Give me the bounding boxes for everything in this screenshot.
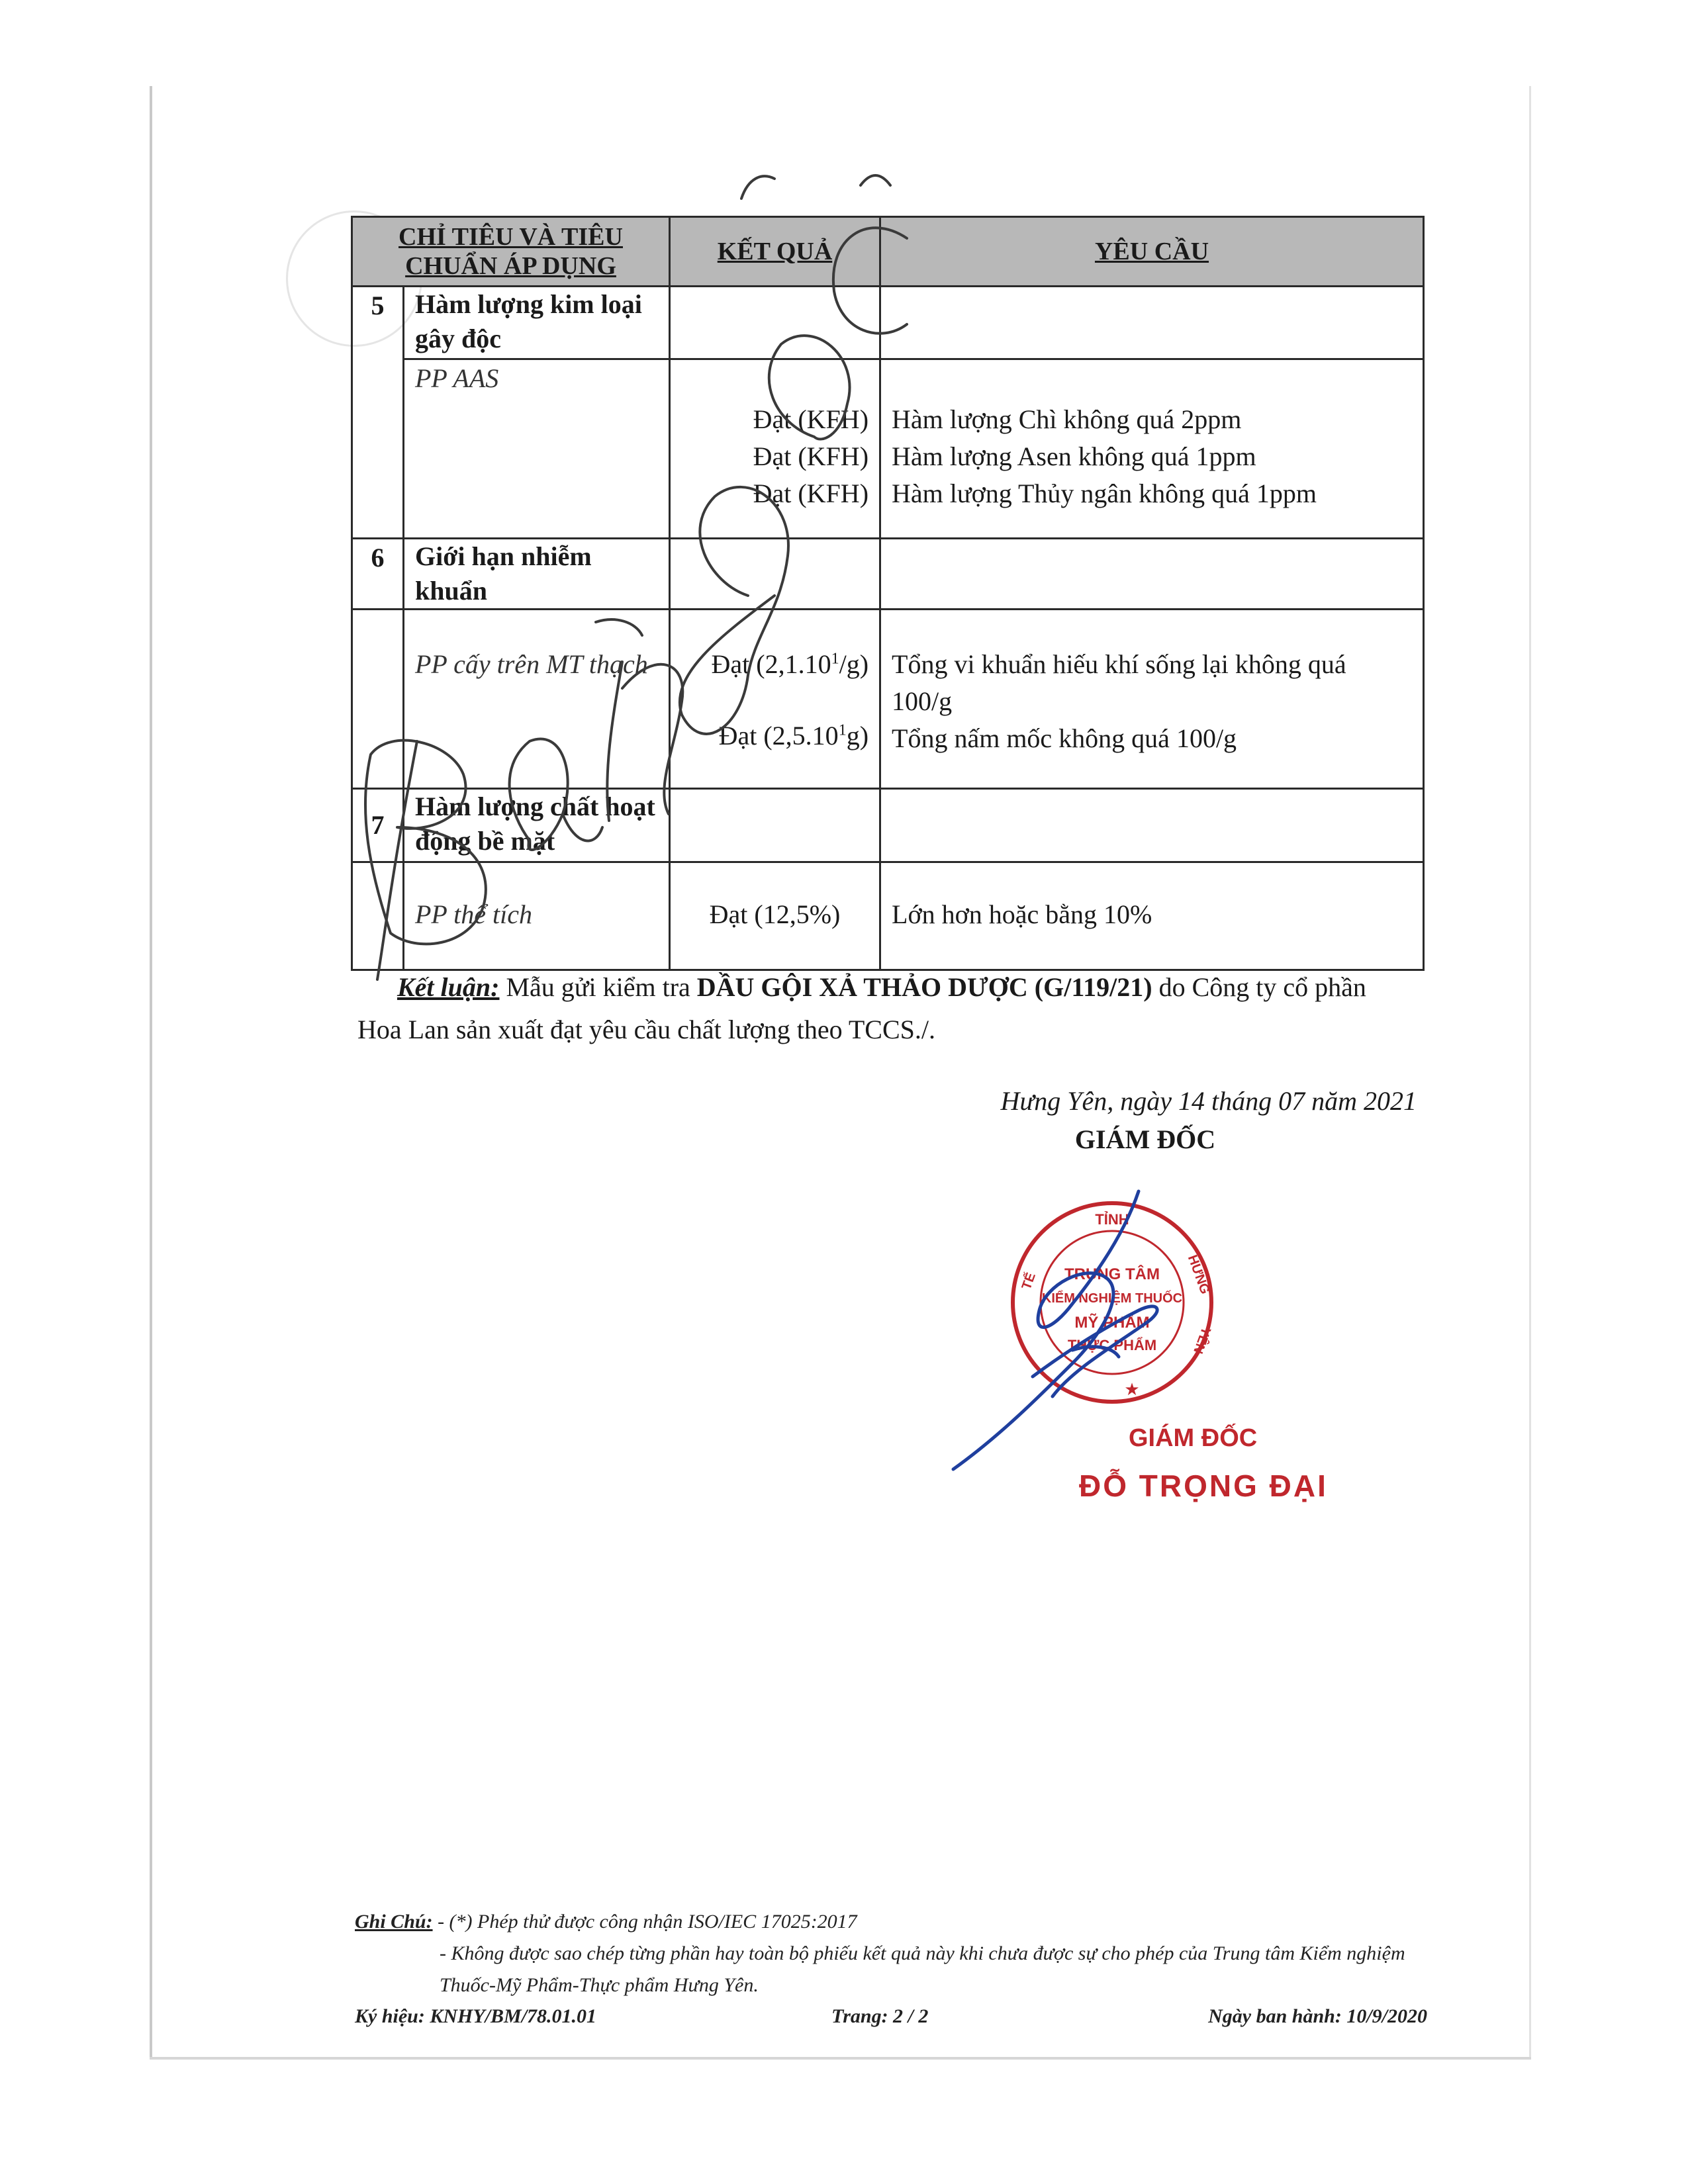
footnote-line-1: - (*) Phép thử được công nhận ISO/IEC 17025:2017 [432, 1911, 857, 1933]
handwritten-signature [940, 1178, 1218, 1482]
svg-text:THỰC PHẨM: THỰC PHẨM [1067, 1337, 1157, 1353]
table-row [352, 539, 1424, 610]
svg-text:★: ★ [1124, 1379, 1140, 1399]
footnote [355, 1906, 1427, 2001]
director-title: GIÁM ĐỐC [1074, 1124, 1216, 1154]
svg-text:TRUNG TÂM: TRUNG TÂM [1064, 1265, 1160, 1283]
page-footer [355, 2005, 1427, 2032]
header-requirement: YÊU CẦU [880, 217, 1424, 287]
row-title: Hàm lượng chất hoạt động bề mặt [404, 789, 670, 862]
signer-name: ĐỖ TRỌNG ĐẠI [1079, 1469, 1328, 1503]
svg-text:TẾ: TẾ [1019, 1271, 1039, 1292]
conclusion-product: DẦU GỘI XẢ THẢO DƯỢC (G/119/21) [696, 972, 1152, 1002]
row-title: Giới hạn nhiễm khuẩn [404, 539, 670, 610]
row-result: Đạt (KFH) Đạt (KFH) Đạt (KFH) [670, 359, 880, 539]
svg-text:TỈNH: TỈNH [1095, 1211, 1129, 1228]
table-row [352, 862, 1424, 970]
row-method: PP thể tích [404, 862, 670, 970]
table-row [352, 789, 1424, 862]
table-row [352, 287, 1424, 359]
table-header-row [352, 217, 1424, 287]
row-result: Đạt (2,1.10$^1$/g) Đạt (2,5.10$^1$g) [670, 610, 880, 789]
results-table [351, 216, 1425, 971]
signer-title: GIÁM ĐỐC [1129, 1424, 1258, 1452]
footnote-line-2: - Không được sao chép từng phần hay toàn bộ phiếu kết quả này khi chưa được sự cho phép của Trung tâm Kiểm nghiệm Thuốc-Mỹ Phẩm-Thực phẩm Hưng Yên. [440, 1942, 1405, 1996]
table-row [352, 610, 1424, 789]
svg-text:YÊN: YÊN [1190, 1324, 1214, 1356]
row-number: 7 [352, 789, 404, 862]
issue-date: Ngày ban hành: 10/9/2020 [1208, 2005, 1427, 2027]
page-number: Trang: 2 / 2 [831, 2005, 929, 2027]
document-code: Ký hiệu: KNHY/BM/78.01.01 [355, 2005, 597, 2027]
header-result: KẾT QUẢ [670, 217, 880, 287]
row-requirement: Tổng vi khuẩn hiếu khí sống lại không quá 100/g Tổng nấm mốc không quá 100/g [880, 610, 1424, 789]
row-number: 6 [352, 539, 404, 610]
footnote-label: Ghi Chú: [355, 1911, 433, 1933]
paper-edge-right [1529, 86, 1531, 2058]
date-line: Hưng Yên, ngày 14 tháng 07 năm 2021 [1000, 1086, 1417, 1116]
svg-text:MỸ PHẨM: MỸ PHẨM [1074, 1314, 1150, 1332]
header-indicator: CHỈ TIÊU VÀ TIÊU CHUẨN ÁP DỤNG [352, 217, 670, 287]
row-number: 5 [352, 287, 404, 359]
row-result: Đạt (12,5%) [670, 862, 880, 970]
svg-text:KIỂM NGHIỆM THUỐC: KIỂM NGHIỆM THUỐC [1041, 1291, 1183, 1306]
row-method: PP AAS [404, 359, 670, 539]
row-requirement: Lớn hơn hoặc bằng 10% [880, 862, 1424, 970]
conclusion-paragraph [357, 966, 1417, 1051]
svg-text:HƯNG: HƯNG [1184, 1253, 1213, 1297]
conclusion-label: Kết luận: [397, 972, 500, 1002]
table-row [352, 359, 1424, 539]
paper-edge-left [150, 86, 152, 2058]
row-title: Hàm lượng kim loại gây độc [404, 287, 670, 359]
paper-edge-bottom [150, 2057, 1531, 2060]
row-requirement: Hàm lượng Chì không quá 2ppm Hàm lượng Asen không quá 1ppm Hàm lượng Thủy ngân không quá 1ppm [880, 359, 1424, 539]
conclusion-text-after: do Công ty cổ phần Hoa Lan sản xuất đạt yêu cầu chất lượng theo TCCS./. [357, 972, 1366, 1044]
conclusion-text-before: Mẫu gửi kiểm tra [499, 972, 697, 1002]
row-method: PP cấy trên MT thạch [404, 610, 670, 789]
